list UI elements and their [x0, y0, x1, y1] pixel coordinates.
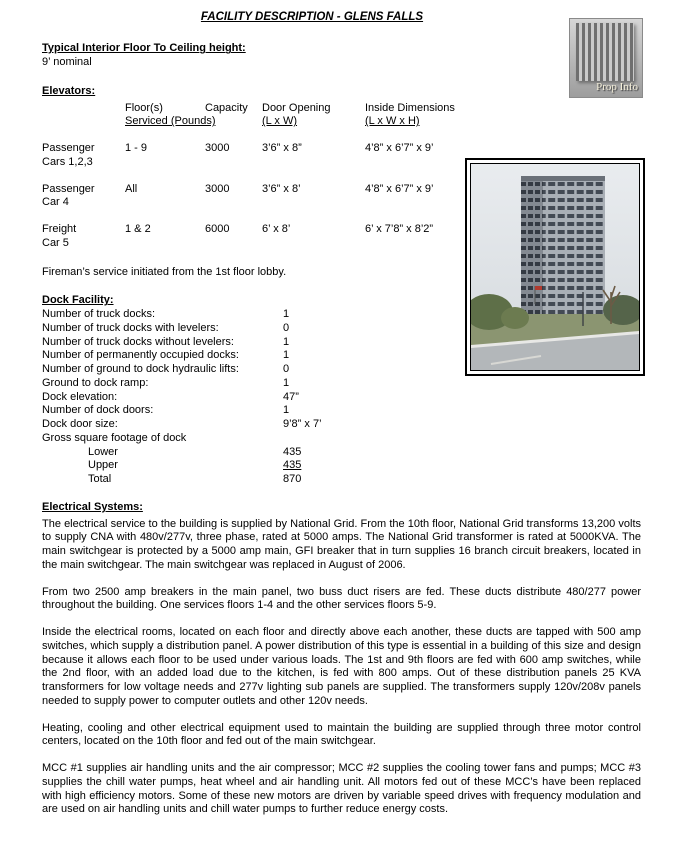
row-label2: Car 4 — [42, 196, 69, 209]
col-inside-line2: (L x W x H) — [365, 115, 420, 128]
gross-label: Total — [88, 473, 112, 486]
ceiling-height-value: 9’ nominal — [42, 56, 92, 69]
col-capacity: Capacity — [205, 101, 248, 114]
dock-item-label: Number of truck docks: — [42, 308, 156, 321]
dock-item-value: 0 — [283, 321, 290, 334]
gross-value-underlined: 435 — [283, 459, 302, 472]
dock-item-value: 9’8” x 7’ — [283, 418, 322, 431]
capacity-value: 3000 — [205, 142, 230, 155]
row-label2: Cars 1,2,3 — [42, 155, 93, 168]
gross-label: Lower — [88, 445, 118, 458]
building-photo — [470, 163, 640, 371]
fireman-service-note: Fireman’s service initiated from the 1st floor lobby. — [42, 265, 287, 278]
prop-info-label: Prop Info — [596, 81, 638, 94]
dock-item-label: Number of dock doors: — [42, 404, 154, 417]
row-label: Passenger — [42, 142, 95, 155]
dock-item-label: Number of truck docks without levelers: — [42, 335, 234, 348]
electrical-systems-section — [42, 501, 641, 817]
gross-row-lower — [42, 446, 683, 460]
inside-value: 6’ x 7’8” x 8’2” — [365, 223, 434, 236]
floors-value: All — [125, 182, 138, 195]
door-value: 6’ x 8’ — [262, 223, 291, 236]
elevator-table-header — [42, 102, 602, 130]
dock-item — [42, 404, 683, 418]
dock-item-label: Number of ground to dock hydraulic lifts: — [42, 363, 239, 376]
row-label: Freight — [42, 223, 77, 236]
col-inside-line1: Inside Dimensions — [365, 101, 455, 114]
floors-value: 1 - 9 — [125, 142, 148, 155]
dock-item-label: Dock door size: — [42, 418, 118, 431]
gross-value: 435 — [283, 445, 302, 458]
dock-item-value: 47” — [283, 390, 299, 403]
dock-item — [42, 418, 683, 432]
electrical-paragraph: MCC #1 supplies air handling units and the air compressor; MCC #2 supplies the cooling tower fans and pumps; MCC #3 supplies the chill water pumps, heat wheel and air handling unit. All motors fed out of these MCC’s have been replaced with high efficiency motors. Some of these new motors are driven by variable speed drives with frequency modulation and are used on air handling units and chill water pumps to further reduce energy costs. — [42, 762, 641, 816]
dock-item-label: Number of truck docks with levelers: — [42, 321, 219, 334]
dock-item-value: 1 — [283, 349, 290, 362]
dock-item — [42, 391, 683, 405]
dock-item-value: 1 — [283, 308, 290, 321]
col-floors-line2: Serviced (Pounds) — [125, 115, 216, 128]
gross-row-upper — [42, 459, 683, 473]
gross-value: 870 — [283, 473, 302, 486]
electrical-paragraph: From two 2500 amp breakers in the main panel, two buss duct risers are fed. These ducts distribute 480/277 power throughout the building. One services floors 1-4 and the other services floors 5-9. — [42, 585, 641, 612]
gross-label: Upper — [88, 459, 118, 472]
electrical-paragraph: Inside the electrical rooms, located on each floor and directly above each another, these ducts are tapped with 500 amp switches, which supply a distribution panel. A power distribution of this type is essential in a building of this size and design because it allows each floor to be used under various loads. The 1st and 9th floors are fed with 600 amp switches, while the 2nd floor, with an added load due to the kitchen, is fed with 800 amps. Out of these distribution panels 25 KVA transformers for low voltage needs and 277v lighting sub panels are supplied. The transformers supply 120v/208v panels needed to supply power to computer outlets and other 120v needs. — [42, 626, 641, 707]
dock-item-value: 1 — [283, 376, 290, 389]
electrical-paragraph: The electrical service to the building is supplied by National Grid. From the 10th floor, National Grid transforms 13,200 volts to supply CNA with 480v/277v, three phase, rated at 5000 amps. The National Grid transformer is rated at 5000KVA. The main switchgear is protected by a 5000 amp main, GFI breaker that in turn supplies 16 branch circuit breakers, located in the main switchgear. The main switchgear was replaced in August of 2006. — [42, 517, 641, 571]
dock-item — [42, 377, 683, 391]
inside-value: 4’8” x 6’7” x 9’ — [365, 182, 434, 195]
door-value: 3’6” x 8’ — [262, 182, 301, 195]
dock-item-value: 1 — [283, 335, 290, 348]
building-photo-frame — [465, 158, 645, 376]
dock-item-value: 1 — [283, 404, 290, 417]
floors-value: 1 & 2 — [125, 223, 151, 236]
col-door-line1: Door Opening — [262, 101, 331, 114]
building-thumbnail-image — [576, 23, 634, 81]
row-label2: Car 5 — [42, 236, 69, 249]
inside-value: 4’8” x 6’7” x 9’ — [365, 142, 434, 155]
building-photo-illustration — [471, 164, 639, 370]
gross-sqft-heading: Gross square footage of dock — [42, 431, 187, 444]
door-value: 3’6” x 8” — [262, 142, 302, 155]
elevators-heading: Elevators: — [42, 84, 96, 97]
capacity-value: 6000 — [205, 223, 230, 236]
electrical-systems-heading: Electrical Systems: — [42, 500, 143, 513]
electrical-paragraph: Heating, cooling and other electrical equipment used to maintain the building are supplied through three motor control centers, located on the 10th floor and fed out of the main switchgear. — [42, 721, 641, 748]
col-floors-line1: Floor(s) — [125, 101, 163, 114]
dock-facility-heading: Dock Facility: — [42, 294, 114, 307]
row-label: Passenger — [42, 182, 95, 195]
dock-item-label: Number of permanently occupied docks: — [42, 349, 239, 362]
capacity-value: 3000 — [205, 182, 230, 195]
page-title: FACILITY DESCRIPTION - GLENS FALLS — [200, 11, 424, 23]
prop-info-thumbnail[interactable] — [569, 18, 643, 98]
gross-row-total — [42, 473, 683, 487]
dock-item-label: Ground to dock ramp: — [42, 376, 149, 389]
dock-item-value: 0 — [283, 363, 290, 376]
col-door-line2: (L x W) — [262, 115, 298, 128]
dock-item-label: Dock elevation: — [42, 390, 118, 403]
ceiling-height-heading: Typical Interior Floor To Ceiling height: — [42, 42, 246, 55]
